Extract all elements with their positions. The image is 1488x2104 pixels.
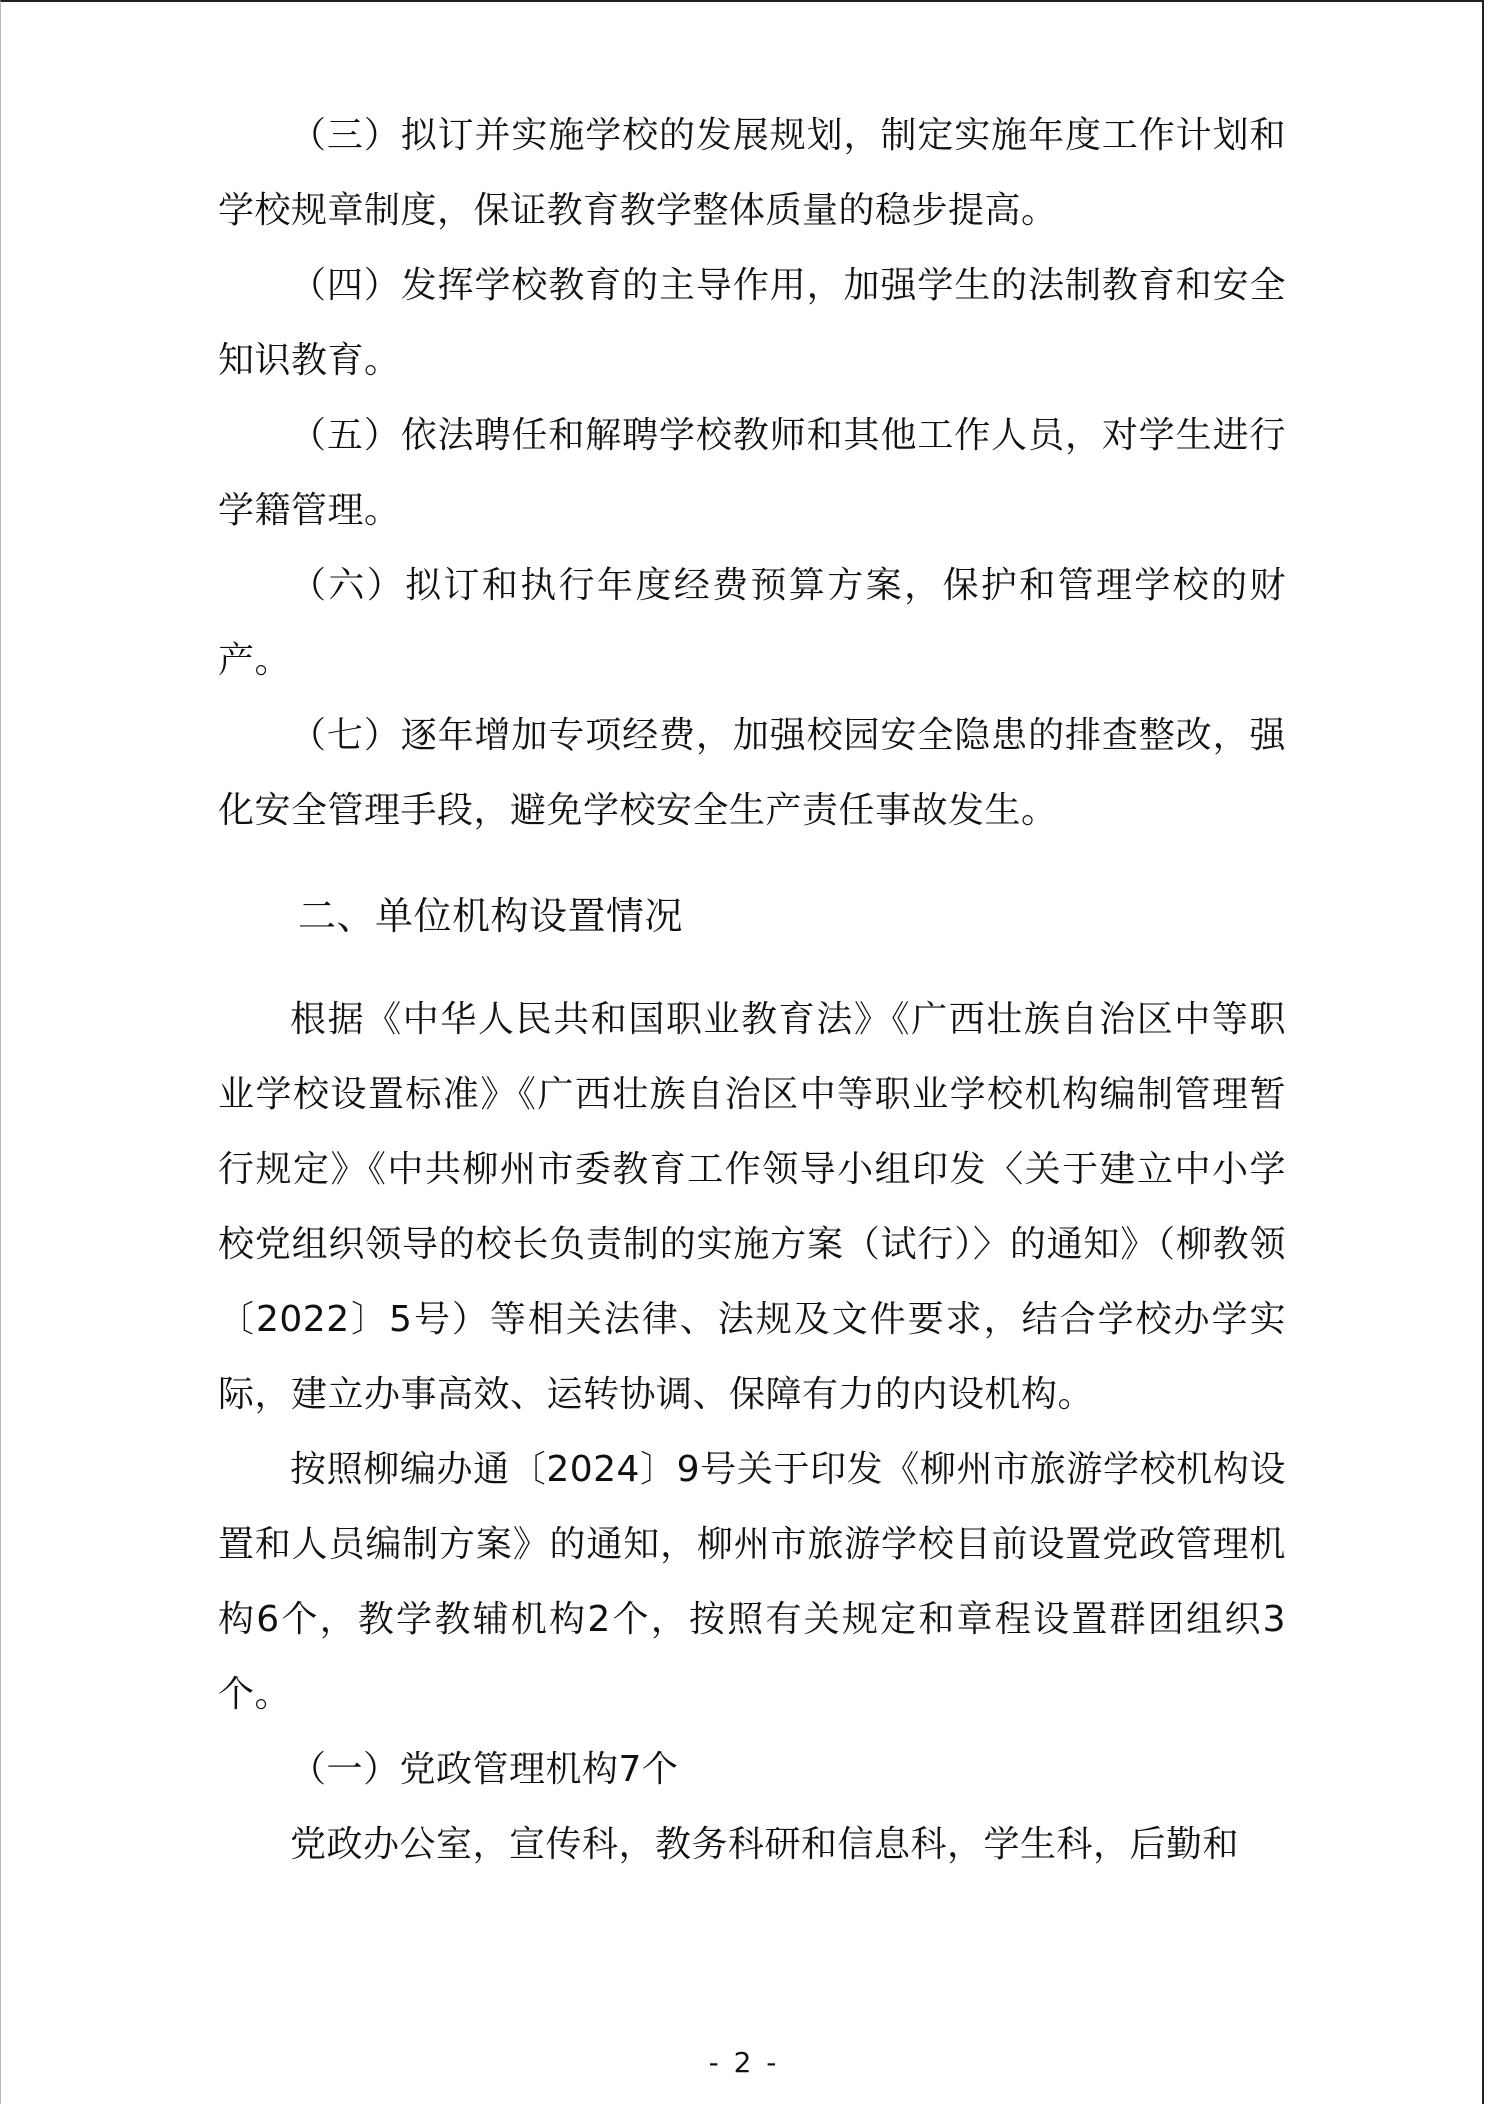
paragraph-item-6: （六）拟订和执行年度经费预算方案，保护和管理学校的财产。	[218, 565, 1286, 681]
paragraph-item-4: （四）发挥学校教育的主导作用，加强学生的法制教育和安全知识教育。	[218, 265, 1286, 381]
paragraph-item-5: （五）依法聘任和解聘学校教师和其他工作人员，对学生进行学籍管理。	[218, 415, 1286, 531]
subheading-party-admin-units: （一）党政管理机构7个	[290, 1749, 679, 1790]
paragraph-unit-list: 党政办公室，宣传科，教务科研和信息科，学生科，后勤和	[290, 1824, 1240, 1865]
paragraph-organization-plan: 按照柳编办通〔2024〕9号关于印发《柳州市旅游学校机构设置和人员编制方案》的通知，柳州市旅游学校目前设置党政管理机构6个，教学教辅机构2个，按照有关规定和章程设置群团组织3个。	[218, 1449, 1286, 1715]
paragraph-item-3: （三）拟订并实施学校的发展规划，制定实施年度工作计划和学校规章制度，保证教育教学整体质量的稳步提高。	[218, 115, 1286, 231]
paragraph-legal-basis: 根据《中华人民共和国职业教育法》《广西壮族自治区中等职业学校设置标准》《广西壮族自治区中等职业学校机构编制管理暂行规定》《中共柳州市委教育工作领导小组印发〈关于建立中小学校党组织领导的校长负责制的实施方案（试行）〉的通知》（柳教领〔2022〕5号）等相关法律、法规及文件要求，结合学校办学实际，建立办事高效、运转协调、保障有力的内设机构。	[218, 999, 1286, 1415]
page-number: - 2 -	[708, 2046, 780, 2079]
paragraph-item-7: （七）逐年增加专项经费，加强校园安全隐患的排查整改，强化安全管理手段，避免学校安全生产责任事故发生。	[218, 715, 1286, 831]
document-body	[218, 98, 1286, 1882]
section-heading: 二、单位机构设置情况	[298, 894, 684, 938]
